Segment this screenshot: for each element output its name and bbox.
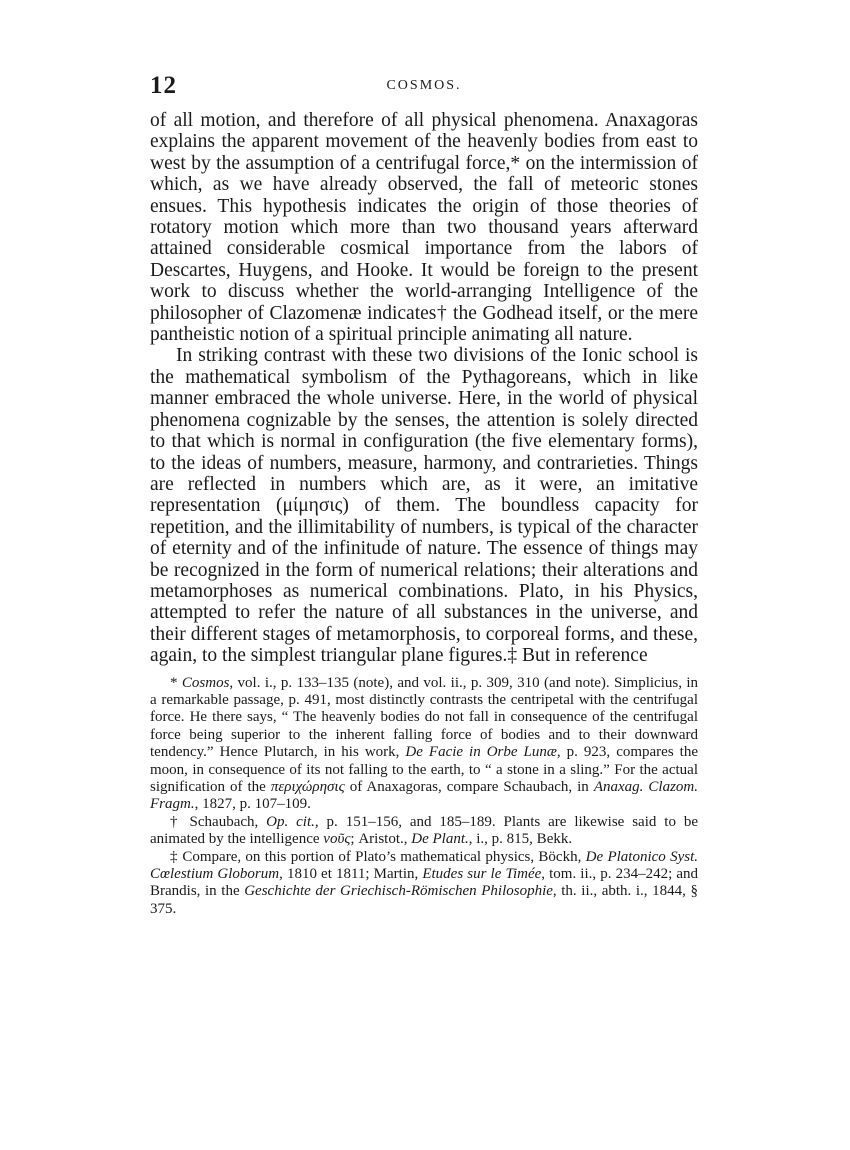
footnotes [150,675,698,919]
main-text [150,110,698,667]
page-number: 12 [150,72,177,99]
running-head [150,72,698,102]
body-paragraph-1: of all motion, and therefore of all physical phenomena. Anaxagoras explains the apparent movement of the heavenly bodies from east to west by the assumption of a centrifugal force,* on the intermission of which, as we have already observed, the fall of meteoric stones ensues. This hypothesis indicates the origin of those theories of rotatory motion which more than two thousand years afterward attained considerable cosmical importance from the labors of Descartes, Huygens, and Hooke. It would be foreign to the present work to discuss whether the world-arranging Intelligence of the philosopher of Clazomenæ indicates† the Godhead itself, or the mere pantheistic notion of a spiritual principle animating all nature. [150,110,698,346]
body-paragraph-2: In striking contrast with these two divisions of the Ionic school is the mathematical symbolism of the Pythagoreans, which in like manner embraced the whole universe. Here, in the world of physical phenomena cognizable by the senses, the attention is solely directed to that which is normal in configuration (the five elementary forms), to the ideas of numbers, measure, harmony, and contrarieties. Things are reflected in numbers which are, as it were, an imitative representation (μίμησις) of them. The boundless capacity for repetition, and the illimitability of numbers, is typical of the character of eternity and of the infinitude of nature. The essence of things may be recognized in the form of numerical relations; their alterations and metamorphoses as numerical combinations. Plato, in his Physics, attempted to refer the nature of all substances in the universe, and their different stages of metamorphosis, to corporeal forms, and these, again, to the simplest triangular plane figures.‡ But in reference [150,345,698,667]
footnote-1: * Cosmos, vol. i., p. 133–135 (note), and vol. ii., p. 309, 310 (and note). Simplicius, in a remarkable passage, p. 491, most distinctly contrasts the centripetal with the centrifugal force. He there says, “ The heavenly bodies do not fall in consequence of the centrifugal force being superior to the inherent falling force of bodies and to their downward tendency.” Hence Plutarch, in his work, De Facie in Orbe Lunæ, p. 923, compares the moon, in consequence of its not falling to the earth, to “ a stone in a sling.” For the actual signification of the περιχώρησις of Anaxagoras, compare Schaubach, in Anaxag. Clazom. Fragm., 1827, p. 107–109. [150,674,698,813]
book-page [150,72,698,918]
running-title: COSMOS. [386,78,462,93]
footnote-2: † Schaubach, Op. cit., p. 151–156, and 185–189. Plants are likewise said to be animated by the intelligence νοῦς; Aristot., De Plant., i., p. 815, Bekk. [150,813,698,848]
footnote-3: ‡ Compare, on this portion of Plato’s mathematical physics, Böckh, De Platonico Syst. Cœlestium Globorum, 1810 et 1811; Martin, Etudes sur le Timée, tom. ii., p. 234–242; and Brandis, in the Geschichte der Griechisch-Römischen Philosophie, th. ii., abth. i., 1844, § 375. [150,848,699,917]
